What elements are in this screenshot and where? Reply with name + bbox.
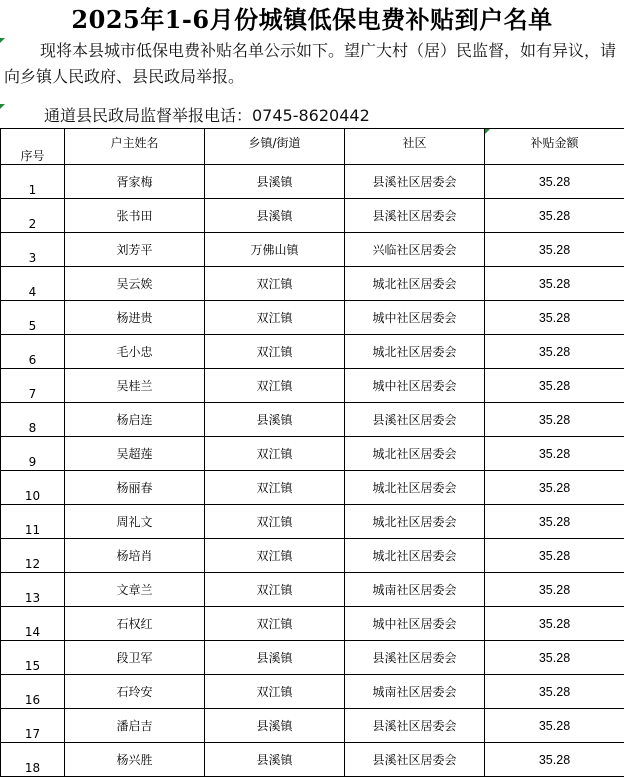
table-row — [1, 233, 624, 267]
row-index-cell: 5 — [1, 301, 65, 335]
row-community-cell: 城北社区居委会 — [345, 505, 485, 539]
row-amount-cell: 35.28 — [485, 267, 624, 301]
row-amount-cell: 35.28 — [485, 233, 624, 267]
row-community-cell: 城南社区居委会 — [345, 573, 485, 607]
row-name-cell: 潘启吉 — [65, 709, 205, 743]
row-community-cell: 城中社区居委会 — [345, 369, 485, 403]
row-index-cell: 8 — [1, 403, 65, 437]
row-index-cell: 6 — [1, 335, 65, 369]
row-name-cell: 毛小忠 — [65, 335, 205, 369]
row-index-cell: 17 — [1, 709, 65, 743]
row-index-cell: 9 — [1, 437, 65, 471]
table-row — [1, 301, 624, 335]
row-amount-cell: 35.28 — [485, 641, 624, 675]
column-header-town: 乡镇/街道 — [205, 129, 345, 165]
row-town-cell: 县溪镇 — [205, 709, 345, 743]
row-name-cell: 石玲安 — [65, 675, 205, 709]
row-town-cell: 万佛山镇 — [205, 233, 345, 267]
row-name-cell: 周礼文 — [65, 505, 205, 539]
row-index-cell: 10 — [1, 471, 65, 505]
row-amount-cell: 35.28 — [485, 199, 624, 233]
row-index-cell: 3 — [1, 233, 65, 267]
row-amount-cell: 35.28 — [485, 675, 624, 709]
row-name-cell: 杨丽春 — [65, 471, 205, 505]
row-index-cell: 16 — [1, 675, 65, 709]
row-community-cell: 城北社区居委会 — [345, 539, 485, 573]
table-row — [1, 335, 624, 369]
column-header-name: 户主姓名 — [65, 129, 205, 165]
row-name-cell: 胥家梅 — [65, 165, 205, 199]
row-amount-cell: 35.28 — [485, 607, 624, 641]
table-row — [1, 607, 624, 641]
table-body — [1, 165, 624, 777]
table-row — [1, 539, 624, 573]
row-town-cell: 县溪镇 — [205, 199, 345, 233]
row-index-cell: 11 — [1, 505, 65, 539]
row-town-cell: 县溪镇 — [205, 165, 345, 199]
row-index-cell: 12 — [1, 539, 65, 573]
row-name-cell: 张书田 — [65, 199, 205, 233]
row-community-cell: 城中社区居委会 — [345, 301, 485, 335]
table-row — [1, 641, 624, 675]
row-name-cell: 段卫军 — [65, 641, 205, 675]
row-name-cell: 吴超莲 — [65, 437, 205, 471]
row-town-cell: 双江镇 — [205, 471, 345, 505]
row-index-cell: 4 — [1, 267, 65, 301]
row-community-cell: 县溪社区居委会 — [345, 403, 485, 437]
row-index-cell: 7 — [1, 369, 65, 403]
row-index-cell: 1 — [1, 165, 65, 199]
row-amount-cell: 35.28 — [485, 403, 624, 437]
table-row — [1, 573, 624, 607]
table-row — [1, 437, 624, 471]
row-amount-cell: 35.28 — [485, 437, 624, 471]
table-row — [1, 165, 624, 199]
row-town-cell: 双江镇 — [205, 539, 345, 573]
notice-text: 现将本县城市低保电费补贴名单公示如下。望广大村（居）民监督，如有异议，请向乡镇人民政府、县民政局举报。 — [4, 38, 620, 90]
row-index-cell: 18 — [1, 743, 65, 777]
row-community-cell: 县溪社区居委会 — [345, 165, 485, 199]
row-community-cell: 县溪社区居委会 — [345, 709, 485, 743]
column-header-amount — [485, 129, 624, 165]
row-name-cell: 文章兰 — [65, 573, 205, 607]
row-community-cell: 县溪社区居委会 — [345, 743, 485, 777]
table-header-row — [1, 129, 624, 165]
row-community-cell: 县溪社区居委会 — [345, 199, 485, 233]
row-town-cell: 县溪镇 — [205, 403, 345, 437]
row-town-cell: 双江镇 — [205, 267, 345, 301]
hotline-text: 通道县民政局监督举报电话：0745-8620442 — [0, 104, 624, 128]
row-community-cell: 城北社区居委会 — [345, 437, 485, 471]
table-row — [1, 709, 624, 743]
row-amount-cell: 35.28 — [485, 539, 624, 573]
row-name-cell: 刘芳平 — [65, 233, 205, 267]
row-community-cell: 兴临社区居委会 — [345, 233, 485, 267]
column-header-amount-label: 补贴金额 — [530, 136, 578, 150]
row-amount-cell: 35.28 — [485, 471, 624, 505]
row-town-cell: 双江镇 — [205, 675, 345, 709]
row-amount-cell: 35.28 — [485, 743, 624, 777]
row-index-cell: 14 — [1, 607, 65, 641]
row-town-cell: 县溪镇 — [205, 641, 345, 675]
row-town-cell: 双江镇 — [205, 505, 345, 539]
row-amount-cell: 35.28 — [485, 709, 624, 743]
table-row — [1, 675, 624, 709]
row-amount-cell: 35.28 — [485, 301, 624, 335]
row-town-cell: 县溪镇 — [205, 743, 345, 777]
table-row — [1, 267, 624, 301]
row-town-cell: 双江镇 — [205, 335, 345, 369]
row-name-cell: 杨兴胜 — [65, 743, 205, 777]
row-community-cell: 城中社区居委会 — [345, 607, 485, 641]
row-name-cell: 吴桂兰 — [65, 369, 205, 403]
row-town-cell: 双江镇 — [205, 437, 345, 471]
column-header-community: 社区 — [345, 129, 485, 165]
row-amount-cell: 35.28 — [485, 573, 624, 607]
table-row — [1, 403, 624, 437]
row-name-cell: 杨启连 — [65, 403, 205, 437]
row-community-cell: 城北社区居委会 — [345, 471, 485, 505]
row-community-cell: 县溪社区居委会 — [345, 641, 485, 675]
row-index-cell: 13 — [1, 573, 65, 607]
row-name-cell: 吴云娭 — [65, 267, 205, 301]
row-community-cell: 城南社区居委会 — [345, 675, 485, 709]
row-amount-cell: 35.28 — [485, 369, 624, 403]
table-row — [1, 369, 624, 403]
row-name-cell: 杨进贵 — [65, 301, 205, 335]
row-town-cell: 双江镇 — [205, 369, 345, 403]
row-town-cell: 双江镇 — [205, 573, 345, 607]
row-town-cell: 双江镇 — [205, 607, 345, 641]
table-row — [1, 743, 624, 777]
page-title: 2025年1-6月份城镇低保电费补贴到户名单 — [0, 4, 624, 36]
row-name-cell: 杨培肖 — [65, 539, 205, 573]
row-amount-cell: 35.28 — [485, 165, 624, 199]
row-town-cell: 双江镇 — [205, 301, 345, 335]
table-row — [1, 471, 624, 505]
row-community-cell: 城北社区居委会 — [345, 335, 485, 369]
table-row — [1, 199, 624, 233]
row-community-cell: 城北社区居委会 — [345, 267, 485, 301]
recipient-table — [0, 128, 624, 777]
row-amount-cell: 35.28 — [485, 335, 624, 369]
row-index-cell: 2 — [1, 199, 65, 233]
table-row — [1, 505, 624, 539]
row-amount-cell: 35.28 — [485, 505, 624, 539]
column-header-index: 序号 — [1, 129, 65, 165]
cell-comment-marker — [485, 129, 490, 134]
row-index-cell: 15 — [1, 641, 65, 675]
row-name-cell: 石权红 — [65, 607, 205, 641]
